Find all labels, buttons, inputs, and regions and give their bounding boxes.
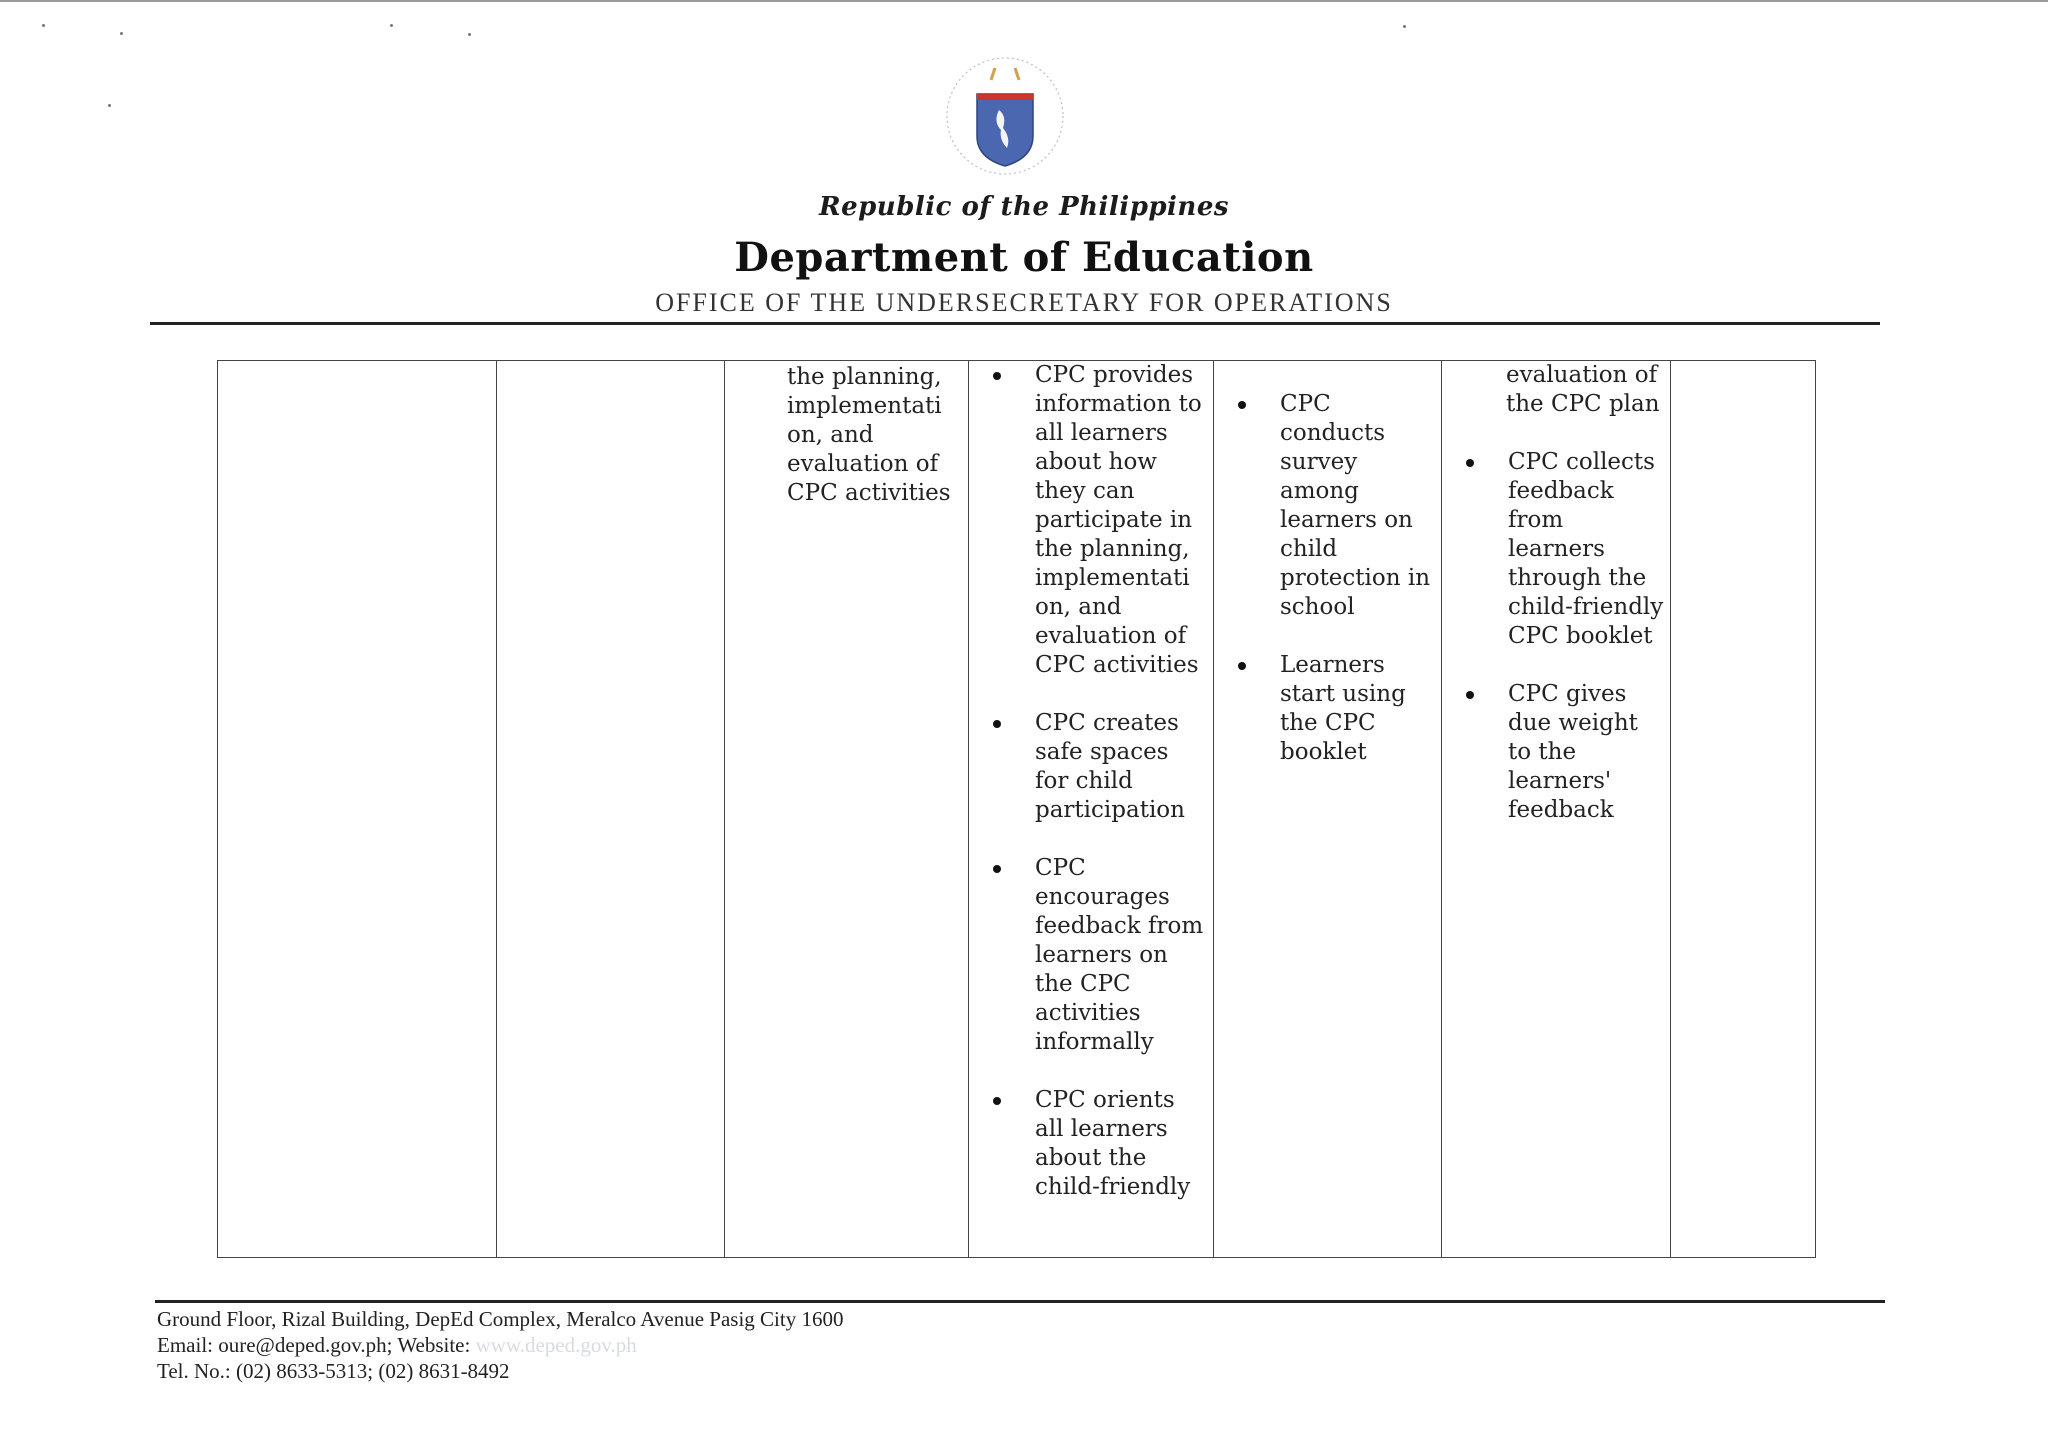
cell-text: the planning, implementati on, and evaluation of CPC activities [787, 364, 951, 506]
list-item: CPC creates safe spaces for child participation [969, 709, 1209, 825]
table-cell [1442, 361, 1671, 1258]
deped-seal-icon [937, 50, 1073, 180]
bullet-list [969, 361, 1213, 1202]
list-item: CPC collects feedback from learners through the child-friendly CPC booklet [1442, 448, 1666, 651]
footer-phone: Tel. No.: (02) 8633-5313; (02) 8631-8492 [157, 1359, 510, 1383]
header-rule [150, 322, 1880, 325]
footer [157, 1306, 843, 1384]
list-item: CPC gives due weight to the learners' feedback [1442, 680, 1666, 825]
scan-edge [0, 0, 2048, 2]
table-cell [969, 361, 1214, 1258]
header-republic: Republic of the Philippines [818, 192, 1230, 222]
scan-speck [1403, 25, 1406, 28]
footer-website-link[interactable]: www.deped.gov.ph [475, 1333, 637, 1357]
scan-speck [120, 32, 123, 35]
bullet-list [1442, 448, 1670, 825]
table-cell-empty [1671, 361, 1816, 1258]
list-item: CPC encourages feedback from learners on the CPC activities informally [969, 854, 1209, 1057]
cpc-activities-table [217, 360, 1816, 1258]
list-item: Learners start using the CPC booklet [1214, 651, 1437, 767]
header-department: Department of Education [734, 234, 1314, 281]
header-office: OFFICE OF THE UNDERSECRETARY FOR OPERATIONS [655, 288, 1393, 317]
table-cell-empty [218, 361, 497, 1258]
list-item: CPC provides information to all learners about how they can participate in the planning, implementati on, and evaluation of CPC activities [969, 361, 1209, 680]
footer-address: Ground Floor, Rizal Building, DepEd Complex, Meralco Avenue Pasig City 1600 [157, 1307, 844, 1331]
table-cell-empty [497, 361, 725, 1258]
table-row [218, 361, 1816, 1258]
scan-speck [468, 33, 471, 36]
scan-speck [42, 24, 45, 27]
scan-speck [108, 104, 111, 107]
table-cell [1214, 361, 1442, 1258]
list-item: CPC conducts survey among learners on child protection in school [1214, 390, 1437, 622]
list-item: CPC orients all learners about the child-friendly [969, 1086, 1209, 1202]
footer-rule [155, 1300, 1885, 1303]
footer-email: Email: oure@deped.gov.ph; Website: [157, 1333, 476, 1357]
footer-contact [157, 1332, 843, 1358]
scan-speck [390, 24, 393, 27]
cell-text: evaluation of the CPC plan [1506, 362, 1660, 417]
table-cell [725, 361, 969, 1258]
bullet-list [1214, 361, 1441, 767]
